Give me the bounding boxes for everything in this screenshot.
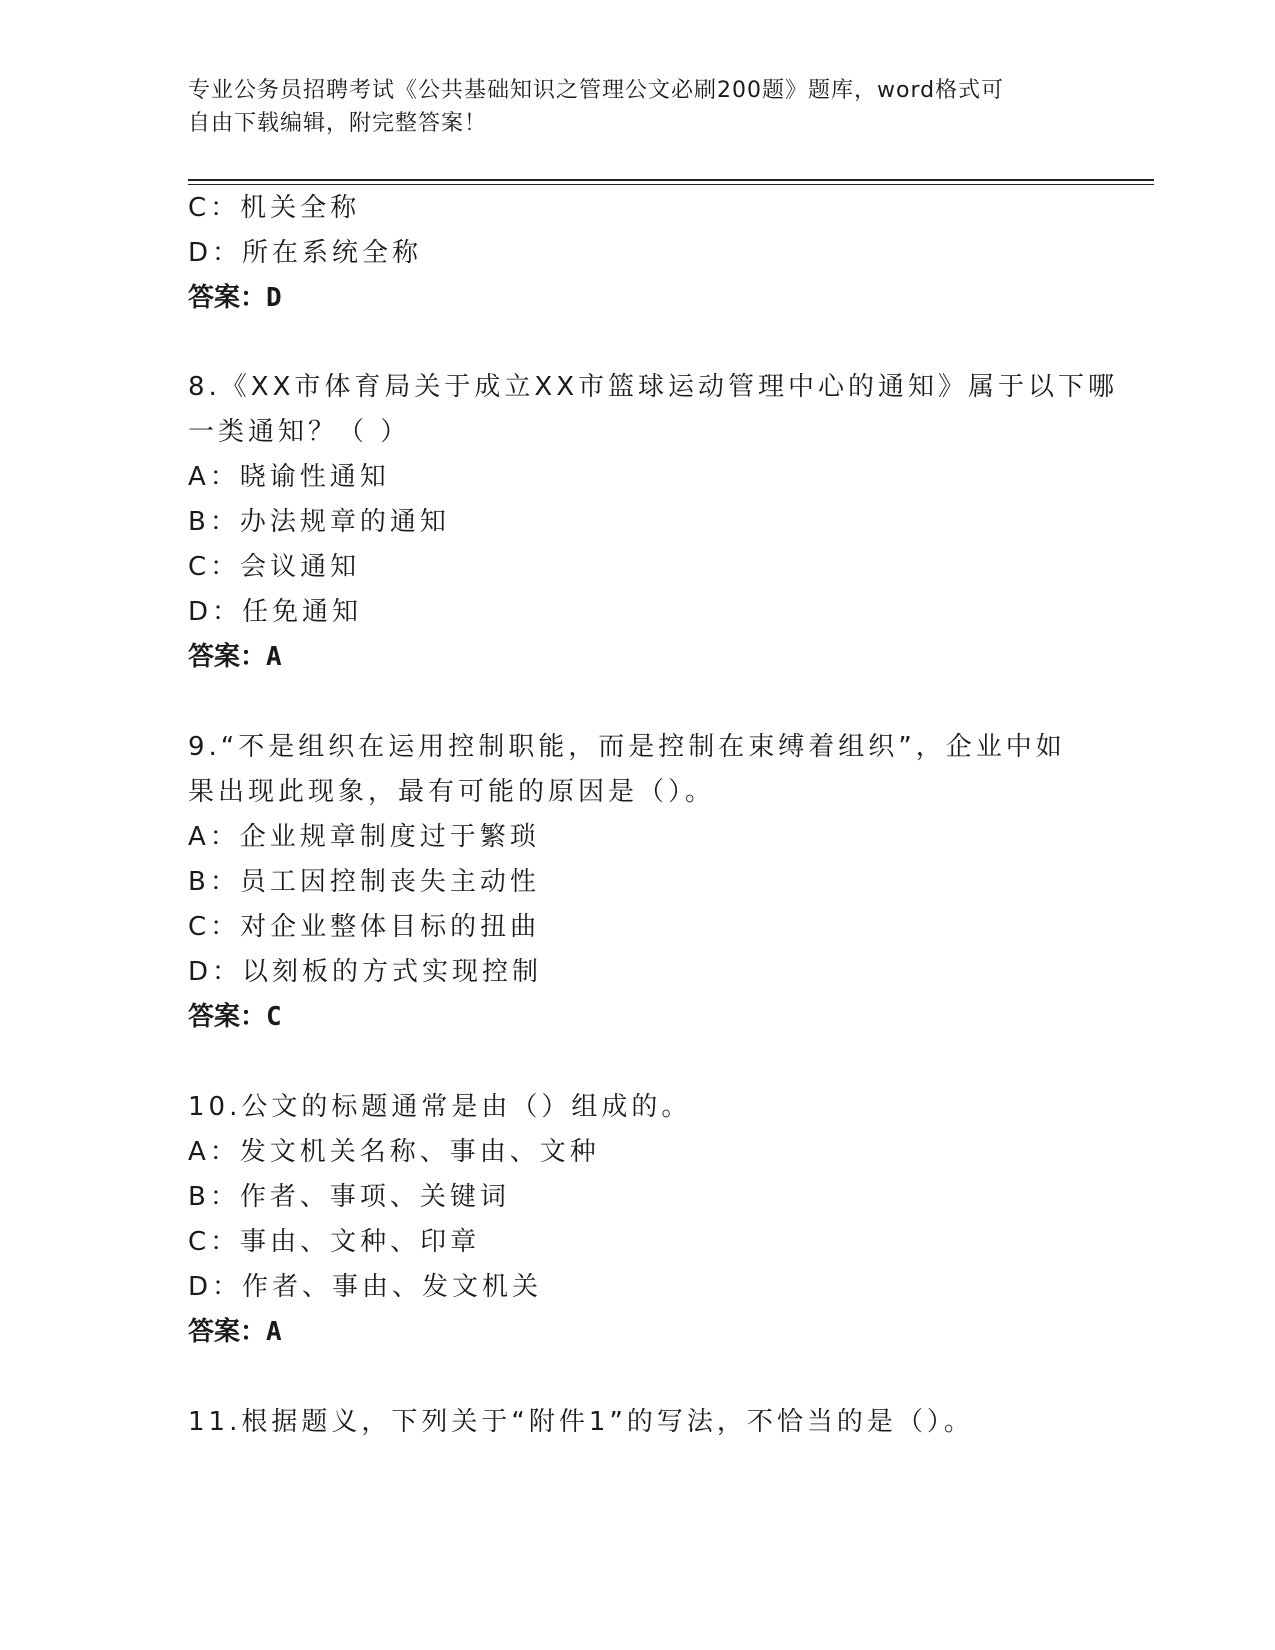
q9-option-b: B：员工因控制丧失主动性 — [188, 867, 540, 897]
header-rule-thin — [188, 184, 1154, 185]
q8-stem-line-2: 一类通知？（ ） — [188, 417, 411, 447]
q10-option-d: D：作者、事由、发文机关 — [188, 1272, 543, 1302]
q9-option-a: A：企业规章制度过于繁琐 — [188, 822, 540, 852]
q10-answer: 答案：A — [188, 1317, 282, 1347]
q8-option-a: A：晓谕性通知 — [188, 462, 390, 492]
q11-stem-line-1: 11.根据题义，下列关于“附件1”的写法，不恰当的是（）。 — [188, 1407, 974, 1437]
q9-answer: 答案：C — [188, 1002, 282, 1032]
q10-option-c: C：事由、文种、印章 — [188, 1227, 481, 1257]
header-rule-thick — [188, 179, 1154, 181]
q8-option-d: D：任免通知 — [188, 597, 363, 627]
q10-option-a: A：发文机关名称、事由、文种 — [188, 1137, 600, 1167]
q7-option-d: D：所在系统全称 — [188, 238, 423, 268]
q9-stem-line-1: 9.“不是组织在运用控制职能，而是控制在束缚着组织”，企业中如 — [188, 732, 1066, 762]
q8-answer: 答案：A — [188, 642, 282, 672]
q9-option-c: C：对企业整体目标的扭曲 — [188, 912, 541, 942]
q8-option-c: C：会议通知 — [188, 552, 361, 582]
q9-option-d: D：以刻板的方式实现控制 — [188, 957, 543, 987]
q8-stem-line-1: 8.《XX市体育局关于成立XX市篮球运动管理中心的通知》属于以下哪 — [188, 372, 1119, 402]
q7-option-c: C：机关全称 — [188, 193, 361, 223]
q7-answer: 答案：D — [188, 283, 282, 313]
q10-stem-line-1: 10.公文的标题通常是由（）组成的。 — [188, 1092, 692, 1122]
page-header — [188, 74, 1068, 140]
q9-stem-line-2: 果出现此现象，最有可能的原因是（）。 — [188, 777, 716, 807]
q8-option-b: B：办法规章的通知 — [188, 507, 450, 537]
header-line-1: 专业公务员招聘考试《公共基础知识之管理公文必刷200题》题库，word格式可 — [188, 78, 1005, 103]
header-line-2: 自由下载编辑，附完整答案！ — [188, 111, 488, 136]
q10-option-b: B：作者、事项、关键词 — [188, 1182, 510, 1212]
